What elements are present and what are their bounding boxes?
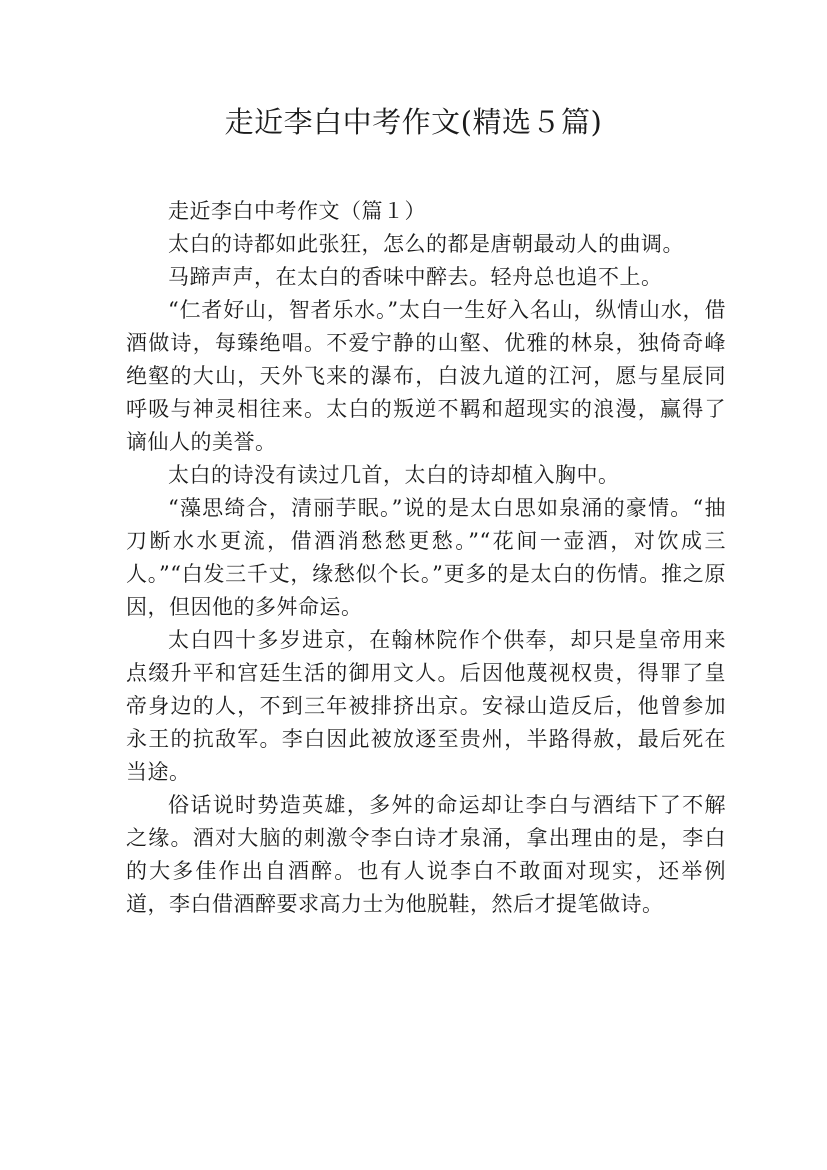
document-title: 走近李白中考作文(精选５篇) <box>224 105 603 139</box>
paragraph-7: 俗话说时势造英雄，多舛的命运却让李白与酒结下了不解之缘。酒对大脑的刺激令李白诗才泉涌，拿出理由的是，李白的大多佳作出自酒醉。也有人说李白不敢面对现实，还举例道，李白借酒醉要求高力士为他脱鞋，然后才提笔做诗。 <box>126 793 726 916</box>
paragraph-4: 太白的诗没有读过几首，太白的诗却植入胸中。 <box>168 463 620 487</box>
paragraph-1: 太白的诗都如此张狂，怎么的都是唐朝最动人的曲调。 <box>168 232 684 256</box>
paragraph-3: “仁者好山，智者乐水。”太白一生好入名山，纵情山水，借酒做诗，每臻绝唱。不爱宁静的山壑、优雅的林泉，独倚奇峰绝壑的大山，天外飞来的瀑布，白波九道的江河，愿与星辰同呼吸与神灵相往来。太白的叛逆不羁和超现实的浪漫，赢得了谪仙人的美誉。 <box>126 298 726 454</box>
paragraph-2: 马蹄声声，在太白的香味中醉去。轻舟总也追不上。 <box>168 265 663 289</box>
document-body <box>126 195 726 921</box>
essay-subheading: 走近李白中考作文（篇１） <box>168 199 426 223</box>
paragraph-6: 太白四十多岁进京，在翰林院作个供奉，却只是皇帝用来点缀升平和宫廷生活的御用文人。后因他蔑视权贵，得罪了皇帝身边的人，不到三年被排挤出京。安禄山造反后，他曾参加永王的抗敌军。李白因此被放逐至贵州，半路得赦，最后死在当途。 <box>126 628 726 784</box>
paragraph-5: “藻思绮合，清丽芋眠。”说的是太白思如泉涌的豪情。“抽刀断水水更流，借酒消愁愁更愁。”“花间一壶酒，对饮成三人。”“白发三千丈，缘愁似个长。”更多的是太白的伤情。推之原因，但因他的多舛命运。 <box>126 496 726 619</box>
